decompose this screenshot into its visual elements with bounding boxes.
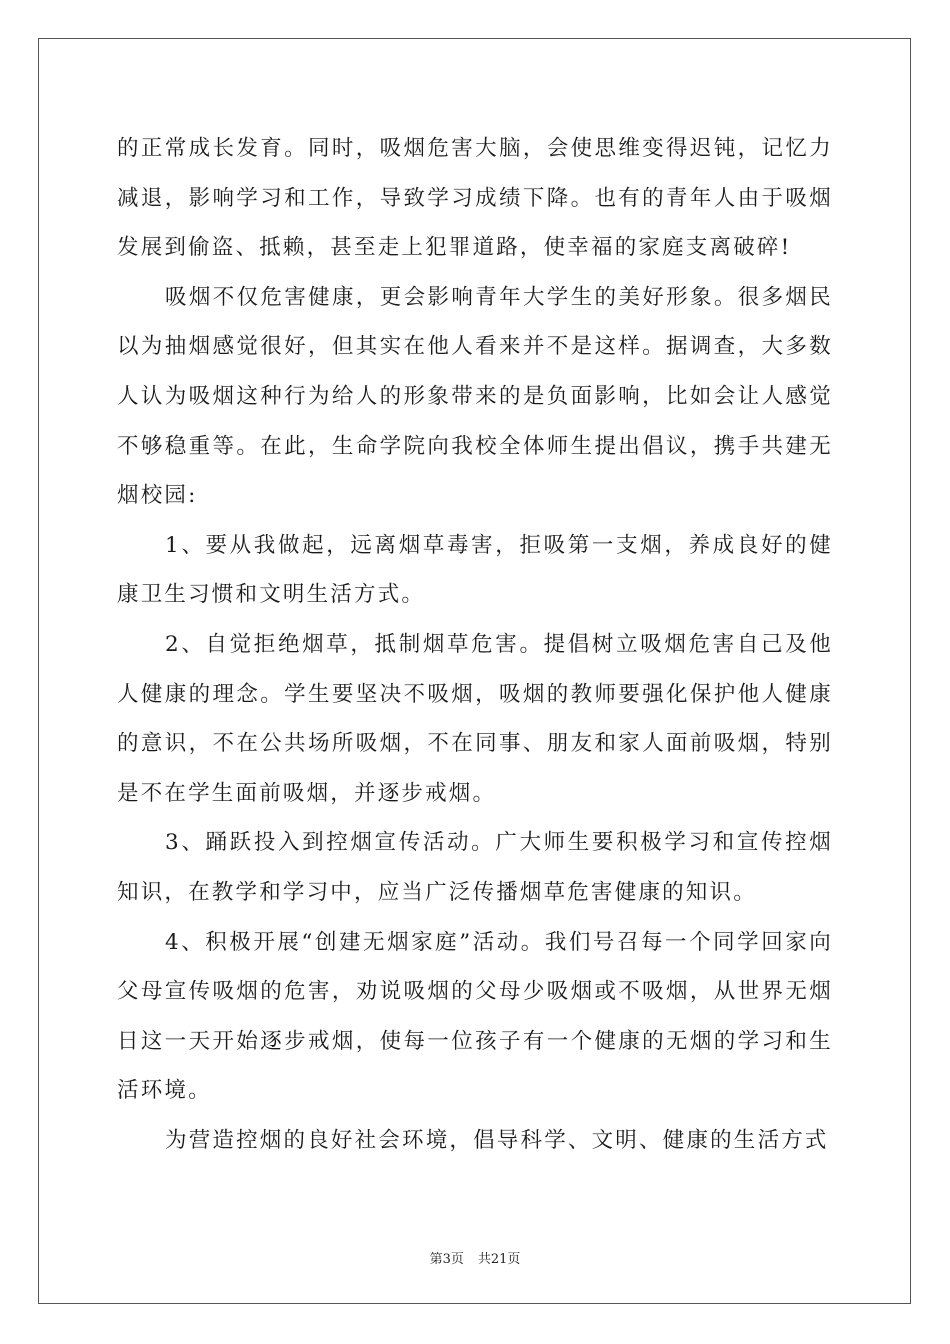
document-body: [117, 124, 833, 1165]
paragraph-1: 的正常成长发育。同时，吸烟危害大脑，会使思维变得迟钝，记忆力减退，影响学习和工作，导致学习成绩下降。也有的青年人由于吸烟发展到偷盗、抵赖，甚至走上犯罪道路，使幸福的家庭支离破碎!: [117, 136, 833, 261]
page-total: 共21页: [477, 1252, 521, 1267]
paragraph-4: 2、自觉拒绝烟草，抵制烟草危害。提倡树立吸烟危害自己及他人健康的理念。学生要坚决不吸烟，吸烟的教师要强化保护他人健康的意识，不在公共场所吸烟，不在同事、朋友和家人面前吸烟，特别是不在学生面前吸烟，并逐步戒烟。: [117, 631, 833, 806]
paragraph-2: 吸烟不仅危害健康，更会影响青年大学生的美好形象。很多烟民以为抽烟感觉很好，但其实在他人看来并不是这样。据调查，大多数人认为吸烟这种行为给人的形象带来的是负面影响，比如会让人感觉不够稳重等。在此，生命学院向我校全体师生提出倡议，携手共建无烟校园:: [117, 284, 833, 509]
paragraph-3: 1、要从我做起，远离烟草毒害，拒吸第一支烟，养成良好的健康卫生习惯和文明生活方式。: [117, 532, 833, 608]
page-footer: [0, 1248, 950, 1267]
paragraph-5: 3、踊跃投入到控烟宣传活动。广大师生要积极学习和宣传控烟知识，在教学和学习中，应当广泛传播烟草危害健康的知识。: [117, 830, 833, 905]
page-number: 第3页: [429, 1252, 464, 1267]
paragraph-7: 为营造控烟的良好社会环境，倡导科学、文明、健康的生活方式: [165, 1127, 829, 1153]
paragraph-6: 4、积极开展“创建无烟家庭”活动。我们号召每一个同学回家向父母宣传吸烟的危害，劝说吸烟的父母少吸烟或不吸烟，从世界无烟日这一天开始逐步戒烟，使每一位孩子有一个健康的无烟的学习和生活环境。: [117, 929, 833, 1104]
